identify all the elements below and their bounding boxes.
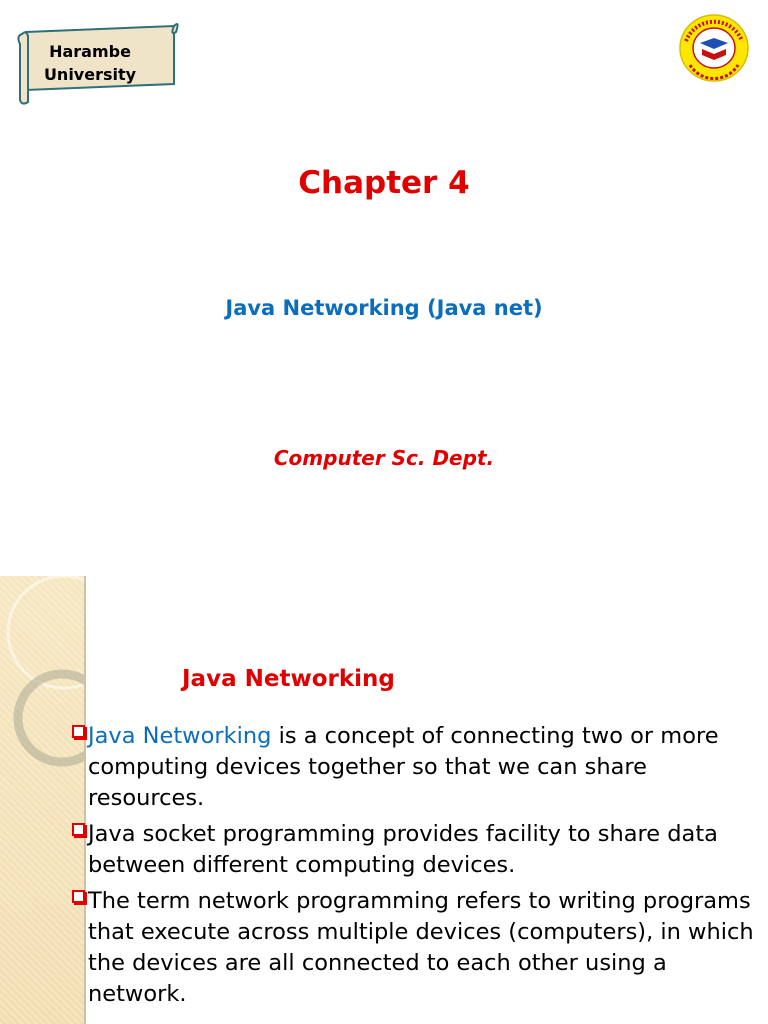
banner-text: Harambe University	[43, 42, 137, 84]
square-bullet-icon	[72, 725, 85, 738]
bullet-text: Java socket programming provides facility to share data between different computing devices.	[88, 821, 718, 878]
chapter-title: Chapter 4	[298, 165, 470, 201]
content-slide	[0, 576, 768, 1024]
university-logo	[678, 13, 750, 83]
list-item	[70, 721, 760, 814]
square-bullet-icon	[72, 890, 85, 903]
content-title: Java Networking	[182, 666, 395, 692]
list-item	[70, 819, 760, 881]
bullet-text: is a concept of connecting two or more computing devices together so that we can share resources.	[88, 723, 719, 811]
highlighted-term: Java Networking	[88, 723, 272, 749]
university-scroll-banner	[14, 18, 184, 106]
square-bullet-icon	[72, 823, 85, 836]
bullet-list	[70, 721, 760, 1015]
department-label: Computer Sc. Dept.	[273, 446, 495, 470]
bullet-text: The term network programming refers to writing programs that execute across multiple devices (computers), in which the devices are all connected to each other using a network.	[88, 888, 754, 1007]
list-item	[70, 886, 760, 1010]
chapter-subtitle: Java Networking (Java net)	[225, 296, 543, 320]
